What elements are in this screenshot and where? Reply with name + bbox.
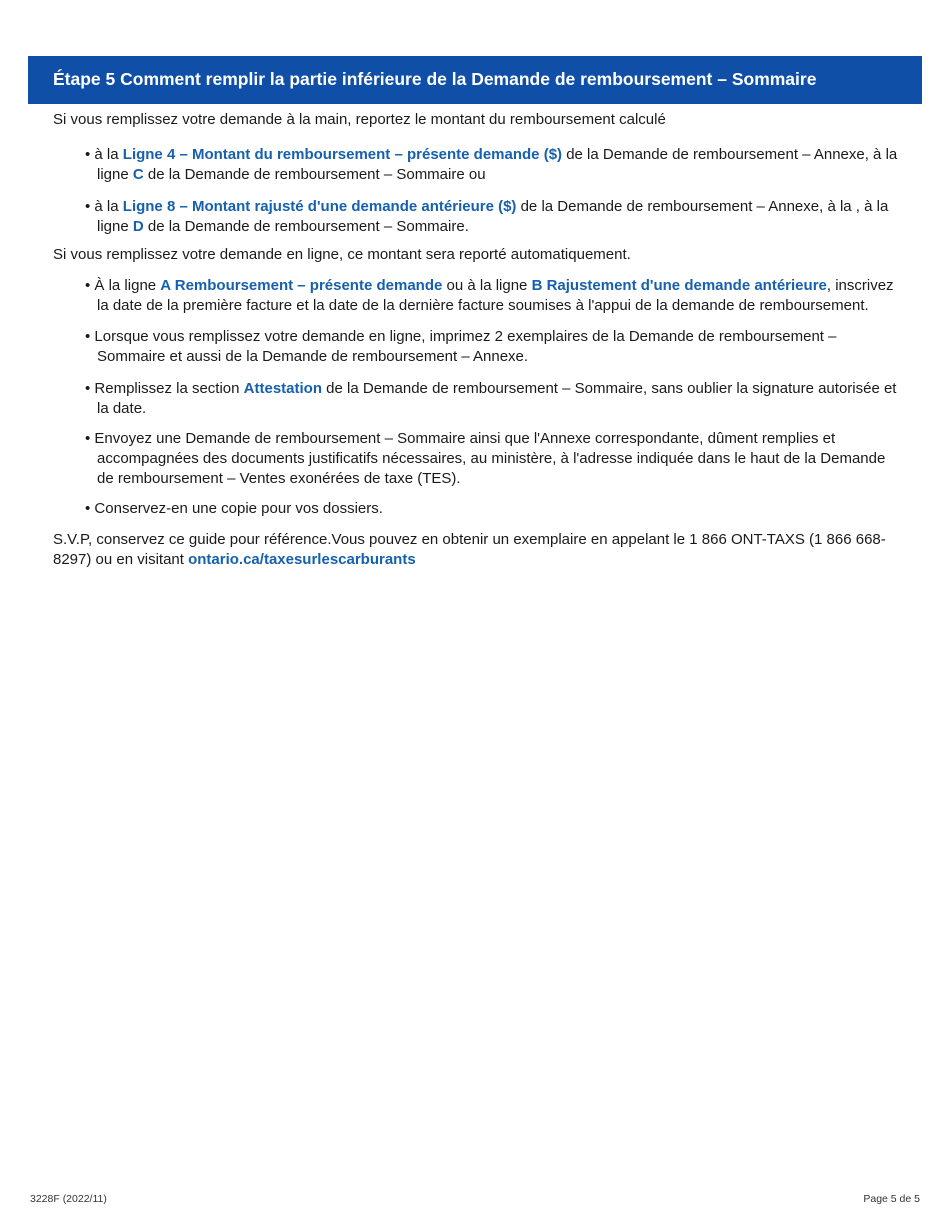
closing-note xyxy=(53,530,903,570)
bullet-text: ou à la ligne xyxy=(442,277,532,294)
bullet-text: de la Demande de remboursement – Annexe, à la , à la ligne xyxy=(97,198,889,235)
line-a-reference: A Remboursement – présente demande xyxy=(160,277,443,294)
section-title: Étape 5 Comment remplir la partie inférieure de la Demande de remboursement – Sommaire xyxy=(53,69,817,89)
intro-online: Si vous remplissez votre demande en ligne, ce montant sera reporté automatiquement. xyxy=(53,246,631,263)
bullet-line-4: • à la Ligne 4 – Montant du remboursement – présente demande ($) de la Demande de remboursement – Annexe, à la ligne C de la Demande de remboursement – Sommaire ou xyxy=(85,146,898,183)
line-c-reference: C xyxy=(132,166,144,183)
attestation-reference: Attestation xyxy=(243,380,322,397)
line-d-reference: D xyxy=(132,218,144,235)
bullet-text: de la Demande de remboursement – Sommaire. xyxy=(143,218,469,235)
line-4-reference: Ligne 4 – Montant du remboursement – présente demande ($) xyxy=(122,146,563,163)
bullet-text: à la xyxy=(94,198,123,215)
line-b-reference: B Rajustement d'une demande antérieure xyxy=(531,277,827,294)
bullet-send-claim: • Envoyez une Demande de remboursement – Sommaire ainsi que l'Annexe correspondante, dûment remplies et accompagnées des documents justificatifs nécessaires, au ministère, à l'adresse indiquée dans le haut de la Demande de remboursement – Ventes exonérées de taxe (TES). xyxy=(85,430,886,487)
closing-text: S.V.P, conservez ce guide pour référence.Vous pouvez en obtenir un exemplaire en appelant le 1 866 ONT-TAXS (1 866 668-8297) ou en visitant xyxy=(53,531,886,568)
bullet-text: de la Demande de remboursement – Sommaire, sans oublier la signature autorisée et la date. xyxy=(97,380,897,417)
bullet-text: de la Demande de remboursement – Annexe, à la ligne xyxy=(97,146,898,183)
bullet-text: Remplissez la section xyxy=(94,380,244,397)
bullet-attestation: • Remplissez la section Attestation de la Demande de remboursement – Sommaire, sans oublier la signature autorisée et la date. xyxy=(85,380,897,417)
bullet-line-8: • à la Ligne 8 – Montant rajusté d'une demande antérieure ($) de la Demande de remboursement – Annexe, à la , à la ligne D de la Demande de remboursement – Sommaire. xyxy=(85,198,889,235)
intro-manual: Si vous remplissez votre demande à la main, reportez le montant du remboursement calculé xyxy=(53,111,666,128)
bullet-text: , inscrivez la date de la première facture et la date de la dernière facture soumises à l'appui de la demande de remboursement. xyxy=(97,277,894,314)
bullet-text: Envoyez une Demande de remboursement – Sommaire ainsi que l'Annexe correspondante, dûment remplies et accompagnées des documents justificatifs nécessaires, au ministère, à l'adresse indiquée dans le haut de la Demande de remboursement – Ventes exonérées de taxe (TES). xyxy=(94,430,886,487)
line-8-reference: Ligne 8 – Montant rajusté d'une demande antérieure ($) xyxy=(122,198,517,215)
ontario-fuel-tax-link[interactable]: ontario.ca/taxesurlescarburants xyxy=(188,551,416,568)
bullet-text: Lorsque vous remplissez votre demande en ligne, imprimez 2 exemplaires de la Demande de remboursement – Sommaire et aussi de la Demande de remboursement – Annexe. xyxy=(94,328,837,365)
bullet-text: à la xyxy=(94,146,123,163)
bullet-keep-copy: • Conservez-en une copie pour vos dossiers. xyxy=(85,500,383,517)
form-number: 3228F (2022/11) xyxy=(30,1193,107,1205)
bullet-print-copies: • Lorsque vous remplissez votre demande en ligne, imprimez 2 exemplaires de la Demande de remboursement – Sommaire et aussi de la Demande de remboursement – Annexe. xyxy=(85,328,837,365)
bullet-text: de la Demande de remboursement – Sommaire ou xyxy=(143,166,486,183)
page-number: Page 5 de 5 xyxy=(863,1193,920,1205)
section-header xyxy=(28,56,922,104)
main-content xyxy=(53,110,903,570)
bullet-text: Conservez-en une copie pour vos dossiers. xyxy=(94,500,383,517)
bullet-line-a-b: • À la ligne A Remboursement – présente demande ou à la ligne B Rajustement d'une demande antérieure, inscrivez la date de la première facture et la date de la dernière facture soumises à l'appui de la demande de remboursement. xyxy=(85,277,894,314)
bullet-text: À la ligne xyxy=(94,277,161,294)
